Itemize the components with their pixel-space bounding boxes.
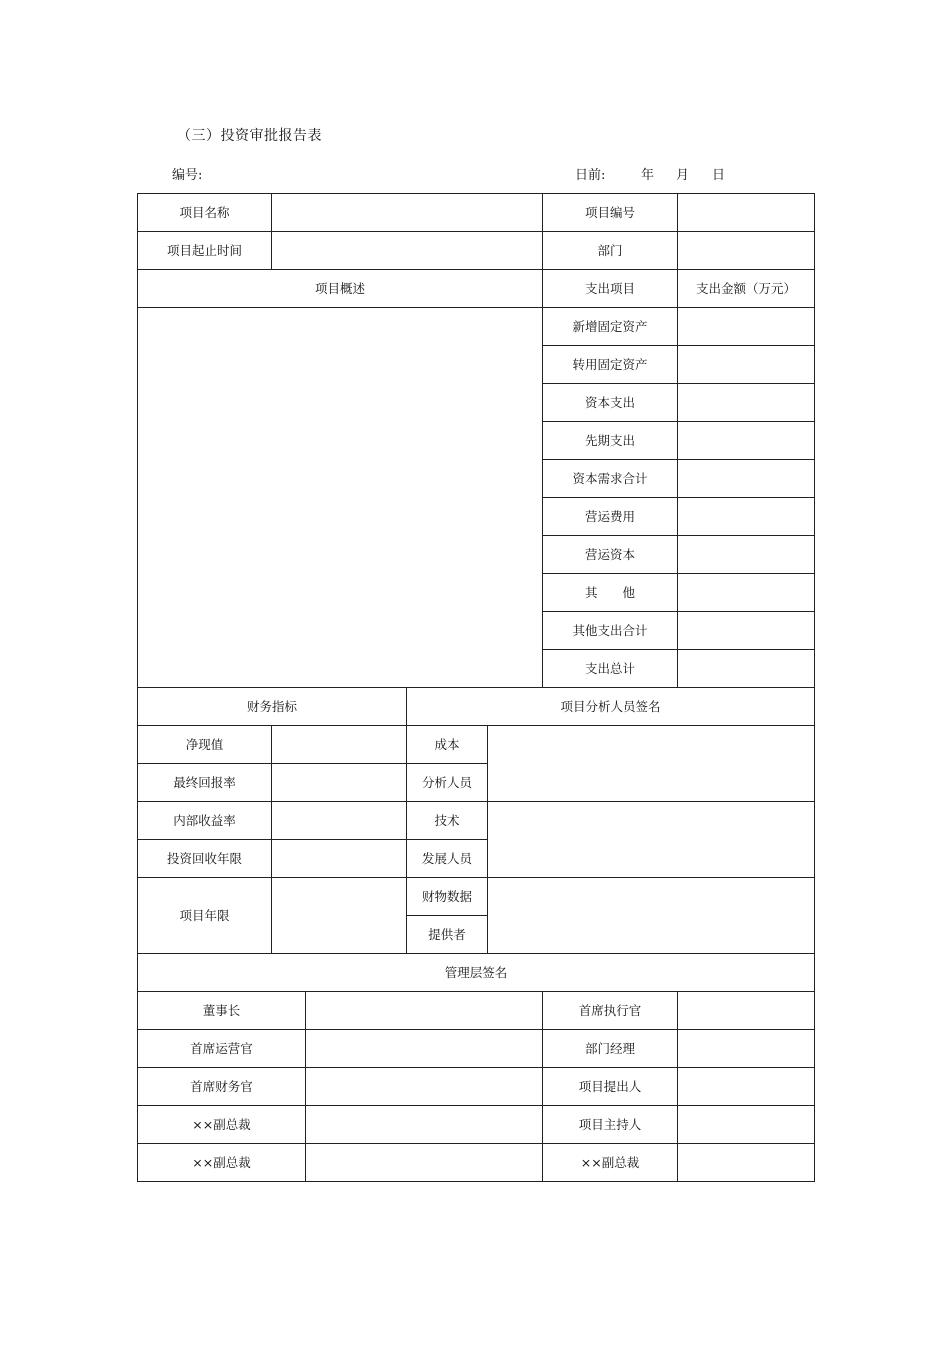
field-npv[interactable]	[272, 726, 407, 764]
expense-amount-field[interactable]	[678, 422, 815, 460]
date-label: 日前:	[575, 168, 606, 183]
row-project-name	[138, 194, 815, 232]
field-tech-signature[interactable]	[488, 802, 815, 878]
expense-label: 转用固定资产	[543, 346, 678, 384]
management-left-label: 首席财务官	[138, 1068, 306, 1106]
management-right-label: 项目提出人	[543, 1068, 678, 1106]
management-left-signature[interactable]	[306, 992, 543, 1030]
label-project-number: 项目编号	[543, 194, 678, 232]
expense-amount-field[interactable]	[678, 498, 815, 536]
expense-amount-field[interactable]	[678, 536, 815, 574]
row-project-period	[138, 232, 815, 270]
financial-header: 财务指标	[138, 688, 407, 726]
approval-form-table	[137, 193, 815, 1182]
field-project-name[interactable]	[272, 194, 543, 232]
label-data-provider-2: 提供者	[407, 916, 488, 954]
expense-row	[138, 308, 815, 346]
management-left-signature[interactable]	[306, 1068, 543, 1106]
expense-amount-field[interactable]	[678, 650, 815, 688]
overview-header: 项目概述	[138, 270, 543, 308]
row-irr	[138, 802, 815, 840]
label-payback: 投资回收年限	[138, 840, 272, 878]
number-label: 编号:	[172, 168, 203, 183]
field-project-overview[interactable]	[138, 308, 543, 688]
analyst-header: 项目分析人员签名	[407, 688, 815, 726]
row-project-years	[138, 878, 815, 916]
management-right-label: 部门经理	[543, 1030, 678, 1068]
expense-item-header: 支出项目	[543, 270, 678, 308]
management-right-signature[interactable]	[678, 992, 815, 1030]
management-left-signature[interactable]	[306, 1106, 543, 1144]
management-left-label: ××副总裁	[138, 1144, 306, 1182]
date-day: 日	[712, 168, 726, 183]
label-department: 部门	[543, 232, 678, 270]
expense-label: 资本需求合计	[543, 460, 678, 498]
expense-amount-field[interactable]	[678, 384, 815, 422]
label-cost-analyst-2: 分析人员	[407, 764, 488, 802]
expense-label: 其他支出合计	[543, 612, 678, 650]
label-project-years: 项目年限	[138, 878, 272, 954]
management-left-label: 董事长	[138, 992, 306, 1030]
field-department[interactable]	[678, 232, 815, 270]
expense-amount-field[interactable]	[678, 612, 815, 650]
expense-label: 新增固定资产	[543, 308, 678, 346]
label-final-return: 最终回报率	[138, 764, 272, 802]
row-management-header	[138, 954, 815, 992]
management-row	[138, 1030, 815, 1068]
field-project-number[interactable]	[678, 194, 815, 232]
label-cost-analyst-1: 成本	[407, 726, 488, 764]
expense-amount-field[interactable]	[678, 308, 815, 346]
management-right-label: ××副总裁	[543, 1144, 678, 1182]
expense-label: 营运费用	[543, 498, 678, 536]
date-line	[575, 164, 725, 183]
label-project-name: 项目名称	[138, 194, 272, 232]
row-financial-header	[138, 688, 815, 726]
date-month: 月	[676, 168, 690, 183]
field-project-period[interactable]	[272, 232, 543, 270]
expense-amount-field[interactable]	[678, 460, 815, 498]
expense-label: 其 他	[543, 574, 678, 612]
field-cost-analyst-signature[interactable]	[488, 726, 815, 802]
expense-amount-field[interactable]	[678, 574, 815, 612]
management-row	[138, 1068, 815, 1106]
expense-label: 营运资本	[543, 536, 678, 574]
management-right-label: 项目主持人	[543, 1106, 678, 1144]
field-project-years[interactable]	[272, 878, 407, 954]
management-row	[138, 1144, 815, 1182]
expense-amount-header: 支出金额（万元）	[678, 270, 815, 308]
expense-label: 支出总计	[543, 650, 678, 688]
field-payback[interactable]	[272, 840, 407, 878]
label-data-provider-1: 财物数据	[407, 878, 488, 916]
label-npv: 净现值	[138, 726, 272, 764]
management-right-signature[interactable]	[678, 1030, 815, 1068]
management-row	[138, 1106, 815, 1144]
field-final-return[interactable]	[272, 764, 407, 802]
label-irr: 内部收益率	[138, 802, 272, 840]
management-left-label: ××副总裁	[138, 1106, 306, 1144]
management-left-signature[interactable]	[306, 1030, 543, 1068]
field-irr[interactable]	[272, 802, 407, 840]
row-overview-header	[138, 270, 815, 308]
label-project-period: 项目起止时间	[138, 232, 272, 270]
row-npv	[138, 726, 815, 764]
date-year: 年	[641, 168, 655, 183]
label-tech-1: 技术	[407, 802, 488, 840]
management-header: 管理层签名	[138, 954, 815, 992]
management-right-signature[interactable]	[678, 1068, 815, 1106]
management-right-label: 首席执行官	[543, 992, 678, 1030]
field-data-provider-signature[interactable]	[488, 878, 815, 954]
form-title: （三）投资审批报告表	[177, 128, 322, 144]
management-row	[138, 992, 815, 1030]
management-right-signature[interactable]	[678, 1144, 815, 1182]
expense-label: 资本支出	[543, 384, 678, 422]
management-right-signature[interactable]	[678, 1106, 815, 1144]
expense-label: 先期支出	[543, 422, 678, 460]
label-tech-2: 发展人员	[407, 840, 488, 878]
management-left-label: 首席运营官	[138, 1030, 306, 1068]
management-left-signature[interactable]	[306, 1144, 543, 1182]
expense-amount-field[interactable]	[678, 346, 815, 384]
